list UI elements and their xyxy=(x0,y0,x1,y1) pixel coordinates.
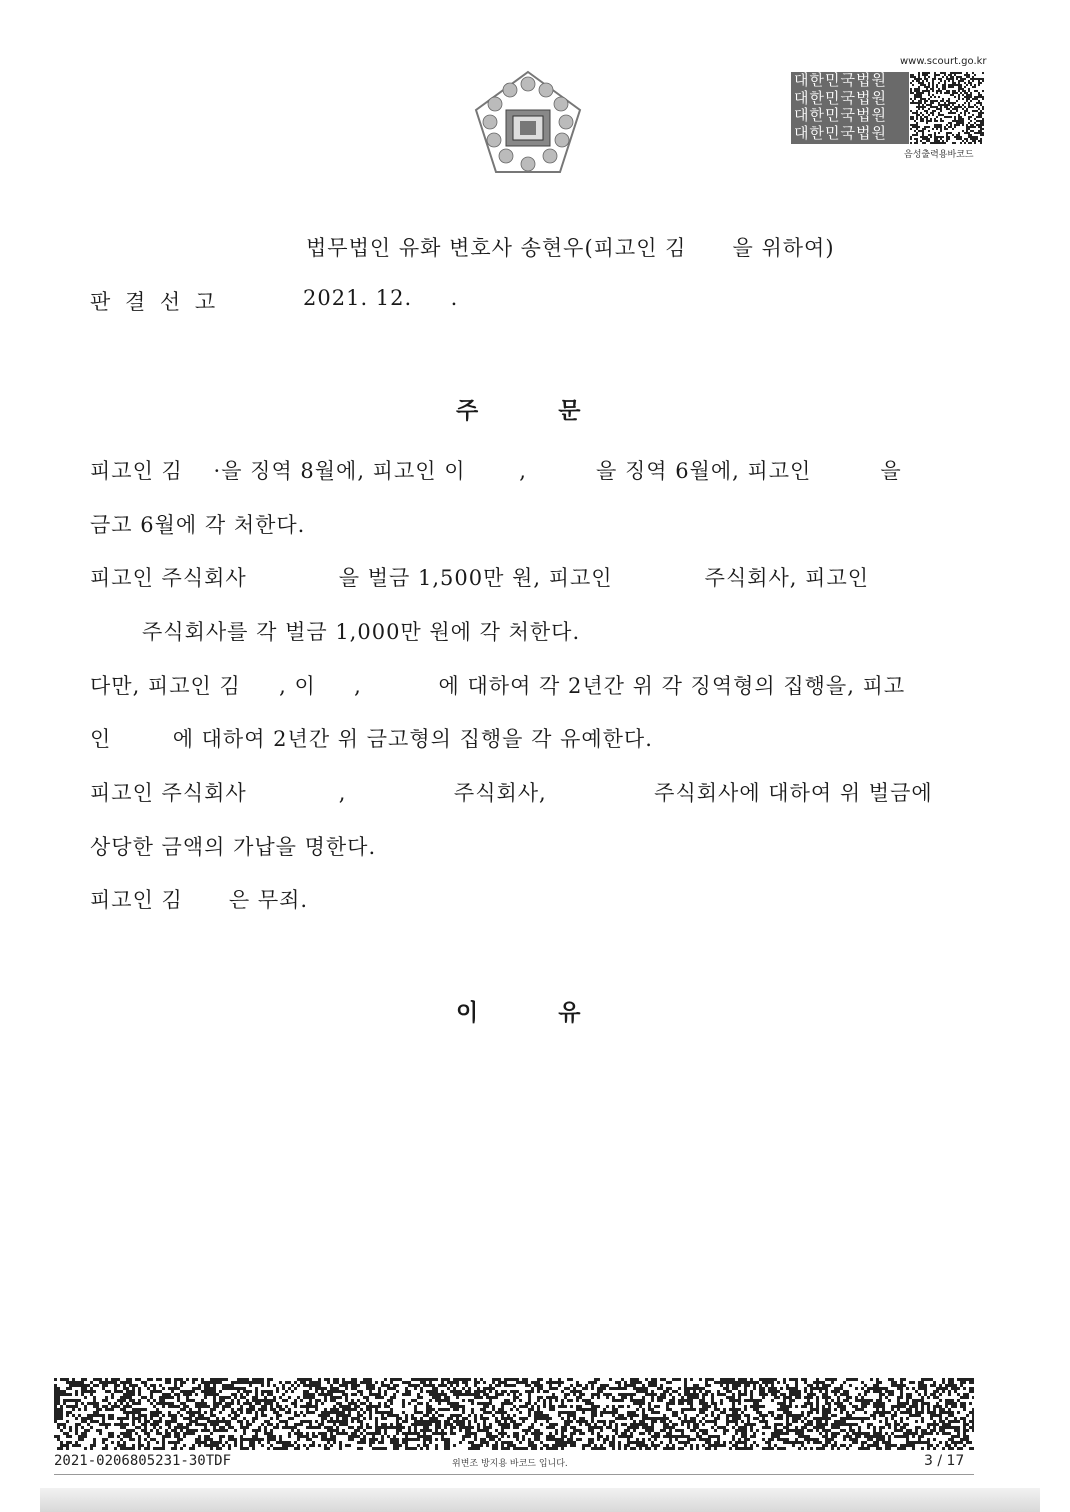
reasons-heading: 이 유 xyxy=(456,1000,581,1026)
barcode-notice: 위변조 방지용 바코드 입니다. xyxy=(452,1459,568,1469)
court-watermark-stamp xyxy=(791,72,909,144)
stamp-line: 대한민국법원 xyxy=(794,71,887,89)
court-seal-icon xyxy=(466,64,590,188)
order-line: 피고인 주식회사 을 벌금 1,500만 원, 피고인 주식회사, 피고인 xyxy=(90,566,870,590)
verdict-date: 2021. 12. . xyxy=(303,286,459,310)
order-line: 다만, 피고인 김 , 이 , 에 대하여 각 2년간 위 각 징역형의 집행을, 피고 xyxy=(90,674,906,698)
court-website-url: www.scourt.go.kr xyxy=(900,56,987,67)
document-number: 2021-0206805231-30TDF xyxy=(54,1453,232,1469)
anti-forgery-barcode-icon xyxy=(54,1378,974,1450)
order-line: 금고 6월에 각 처한다. xyxy=(90,513,306,537)
verdict-label: 판 결 선 고 xyxy=(90,290,220,314)
order-line: 피고인 김 은 무죄. xyxy=(90,888,309,912)
order-line: 상당한 금액의 가납을 명한다. xyxy=(90,835,377,859)
stamp-line: 대한민국법원 xyxy=(794,106,887,124)
footer-divider xyxy=(54,1474,974,1475)
stamp-line: 대한민국법원 xyxy=(794,123,887,142)
order-line: 피고인 김 ·을 징역 8월에, 피고인 이 , 을 징역 6월에, 피고인 을 xyxy=(90,459,902,483)
order-line: 피고인 주식회사 , 주식회사, 주식회사에 대하여 위 벌금에 xyxy=(90,781,933,805)
audio-barcode-label: 음성출력용바코드 xyxy=(904,150,974,160)
order-line: 주식회사를 각 벌금 1,000만 원에 각 처한다. xyxy=(142,620,581,644)
page-number: 3 / 17 xyxy=(924,1453,965,1469)
counsel-line: 법무법인 유화 변호사 송현우(피고인 김 을 위하여) xyxy=(306,236,835,260)
stamp-line: 대한민국법원 xyxy=(794,88,887,107)
order-heading: 주 문 xyxy=(456,398,581,424)
scan-edge-shadow xyxy=(40,1488,1040,1512)
audio-output-barcode-icon xyxy=(910,72,984,144)
order-line: 인 에 대하여 2년간 위 금고형의 집행을 각 유예한다. xyxy=(90,727,653,751)
